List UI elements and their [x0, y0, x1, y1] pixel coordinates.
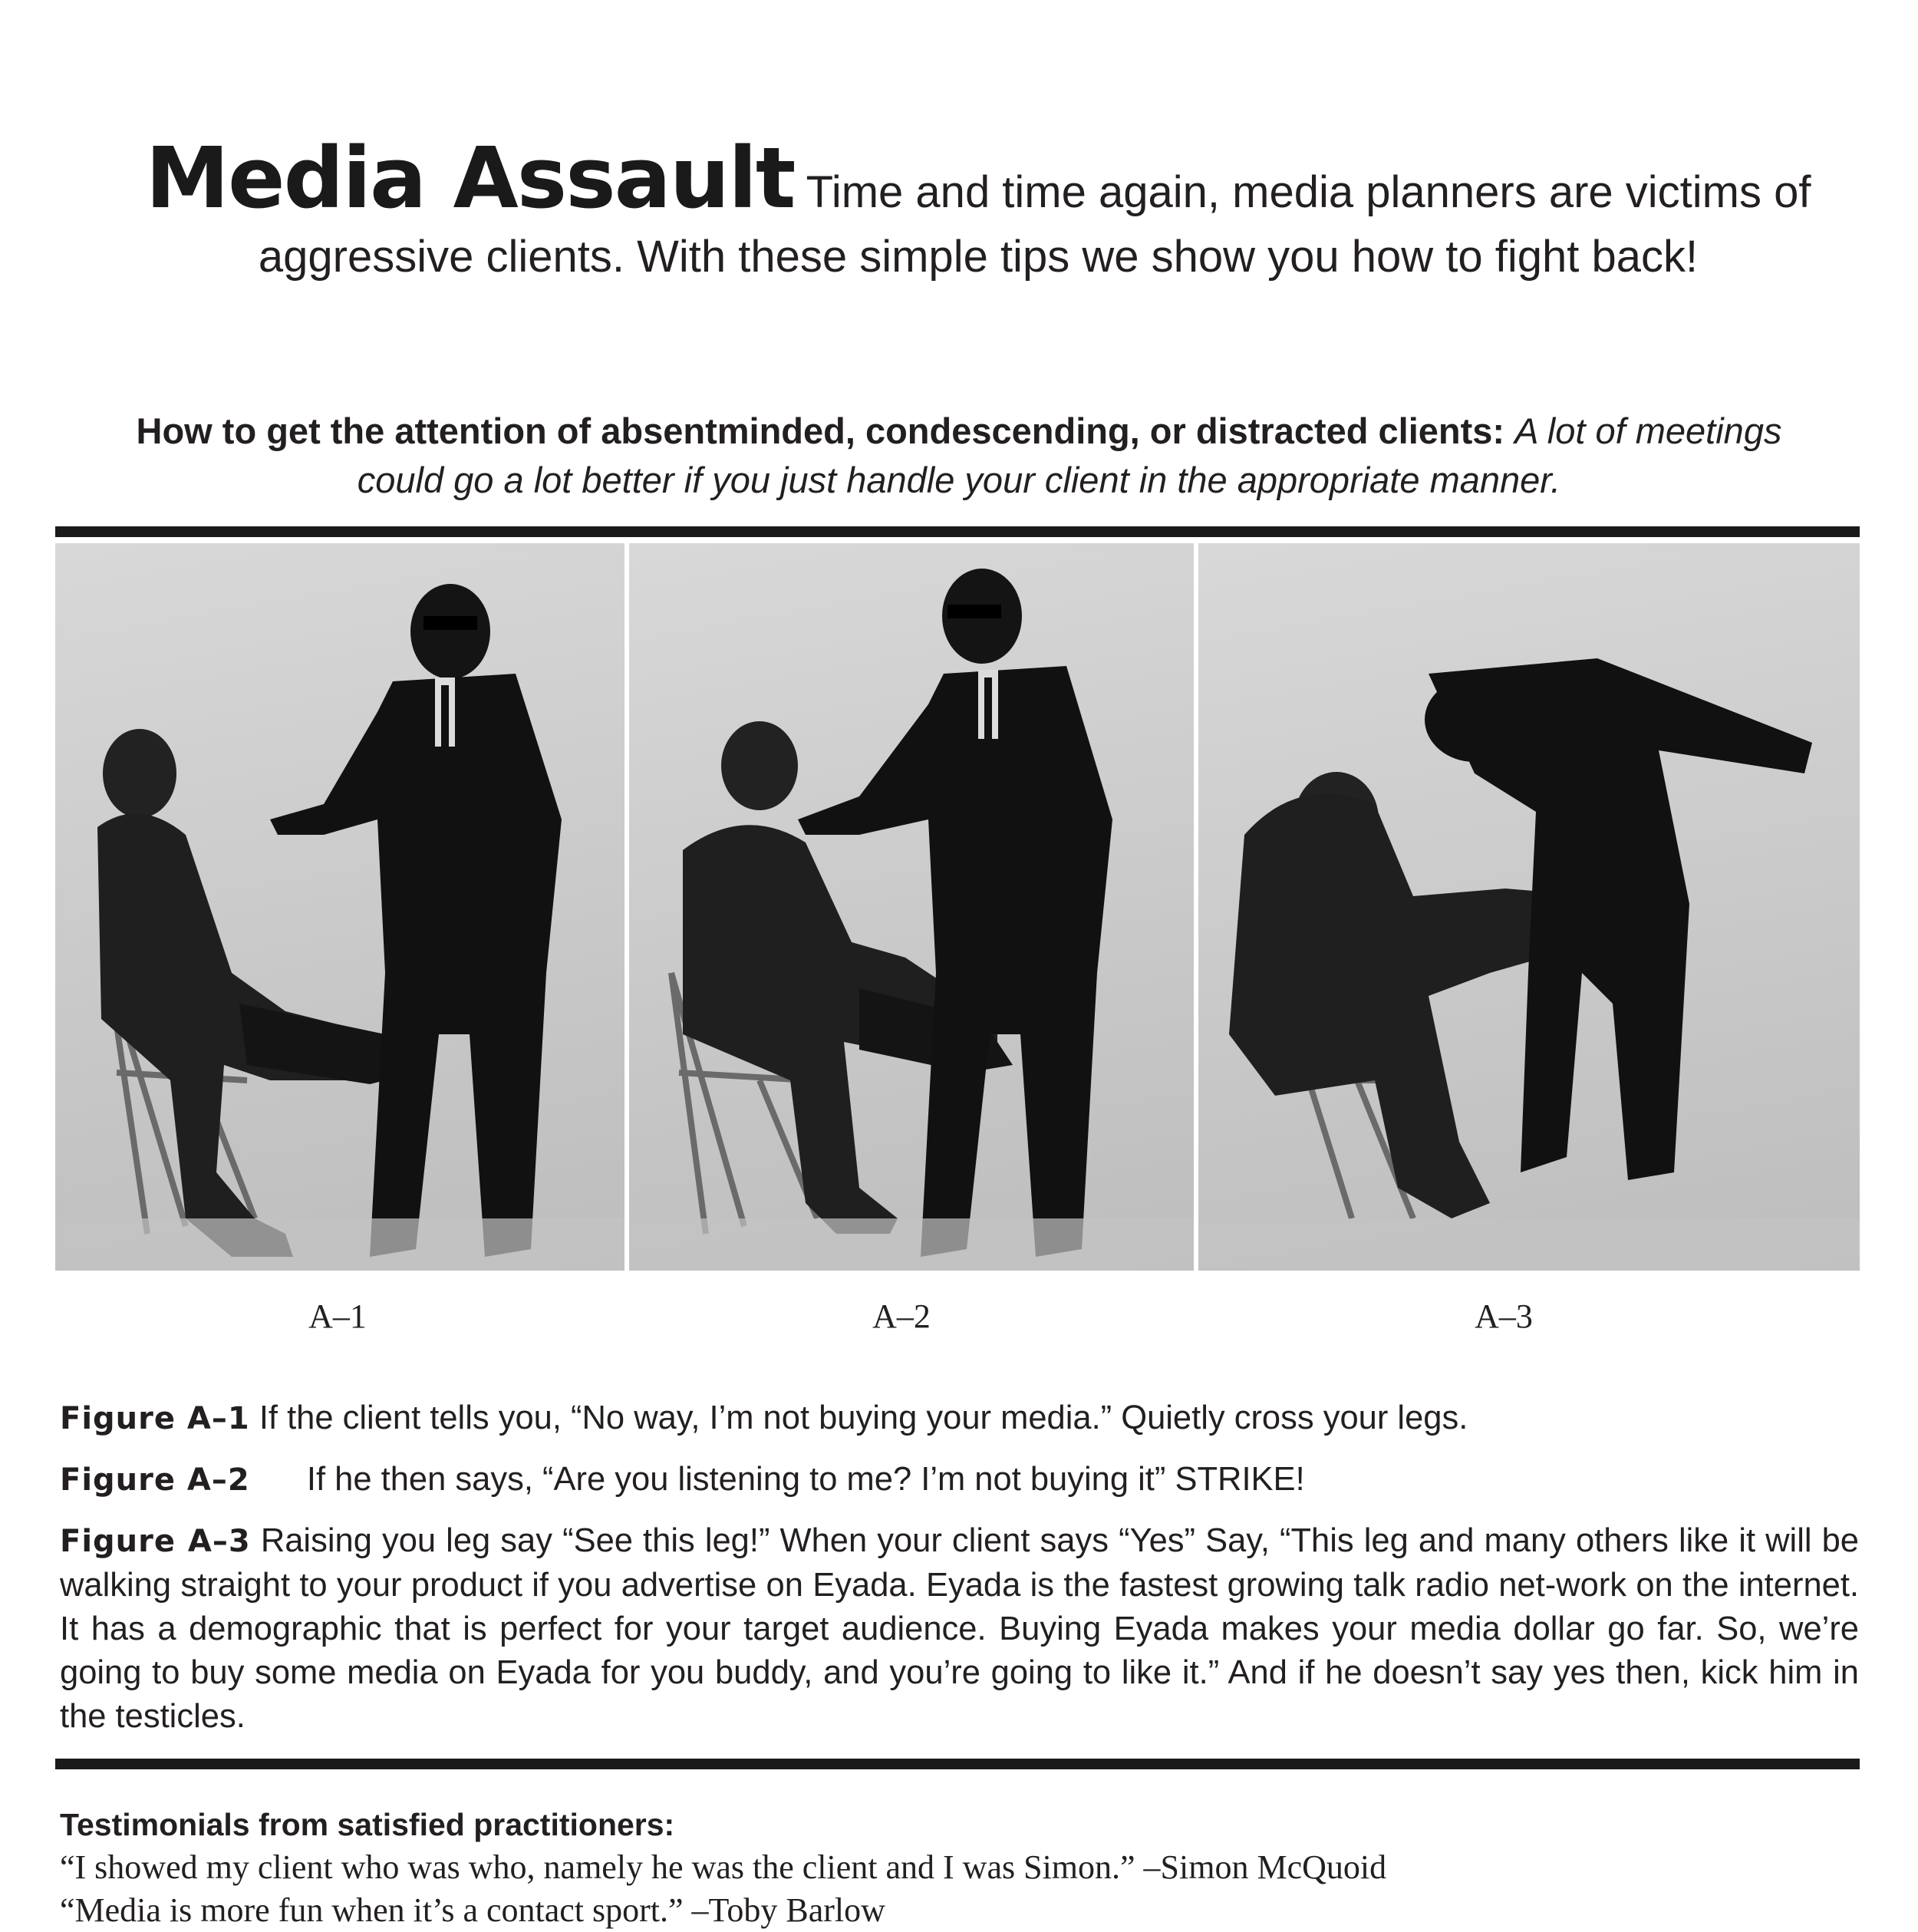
- figure-text: Raising you leg say “See this leg!” When your client says “Yes” Say, “This leg and many others like it will be walking straight to your product if you advertise on Eyada. Eyada is the fastest growing talk radio net-work on the internet. It has a demographic that is perfect for your target audience. Buying Eyada makes your media dollar go far. So, we’re going to buy some media on Eyada for you buddy, and you’re going to like it.” And if he doesn’t say yes then, kick him in the testicles.: [60, 1522, 1860, 1735]
- figure-text: If he then says, “Are you listening to me? I’m not buying it” STRIKE!: [306, 1461, 1305, 1498]
- figure-caption: [60, 1458, 1859, 1502]
- photo-a2: [629, 543, 1194, 1271]
- testimonial-quote: “I showed my client who was who, namely he was the client and I was Simon.” –Simon McQuoid: [60, 1848, 1387, 1886]
- figure-label: Figure A–1: [60, 1401, 250, 1436]
- figure-label: Figure A–2: [60, 1462, 250, 1498]
- photo-strip: [55, 543, 1860, 1271]
- photo-label-a3: A–3: [1475, 1297, 1533, 1335]
- testimonials: [60, 1803, 1859, 1932]
- figure-captions: [60, 1396, 1859, 1756]
- figure-caption: [60, 1396, 1859, 1441]
- bottom-rule: [55, 1759, 1860, 1769]
- top-rule: [55, 526, 1860, 537]
- testimonials-heading: Testimonials from satisfied practitioners:: [60, 1807, 675, 1842]
- intro-block: [84, 129, 1872, 289]
- subhead-bold: How to get the attention of absentminded, condescending, or distracted clients:: [136, 410, 1505, 451]
- figure-text: If the client tells you, “No way, I’m not buying your media.” Quietly cross your legs.: [259, 1400, 1468, 1436]
- photo-a2-illustration: [629, 543, 1194, 1271]
- photo-a1-illustration: [55, 543, 625, 1271]
- subhead-italic: A lot of meetings could go a lot better if you just handle your client in the appropriate manner.: [357, 410, 1782, 500]
- section-subhead: [115, 407, 1803, 505]
- photo-a3: [1198, 543, 1860, 1271]
- photo-label-a1: A–1: [308, 1297, 367, 1335]
- testimonial-quote: “Media is more fun when it’s a contact sport.” –Toby Barlow: [60, 1891, 885, 1929]
- photo-a1: [55, 543, 625, 1271]
- intro-text: Time and time again, media planners are victims of aggressive clients. With these simple tips we show you how to fight back!: [258, 167, 1811, 282]
- page-title: Media Assault: [145, 129, 795, 227]
- figure-caption: [60, 1519, 1859, 1739]
- figure-label: Figure A–3: [60, 1524, 251, 1559]
- photo-a3-illustration: [1198, 543, 1860, 1271]
- photo-label-a2: A–2: [872, 1297, 931, 1335]
